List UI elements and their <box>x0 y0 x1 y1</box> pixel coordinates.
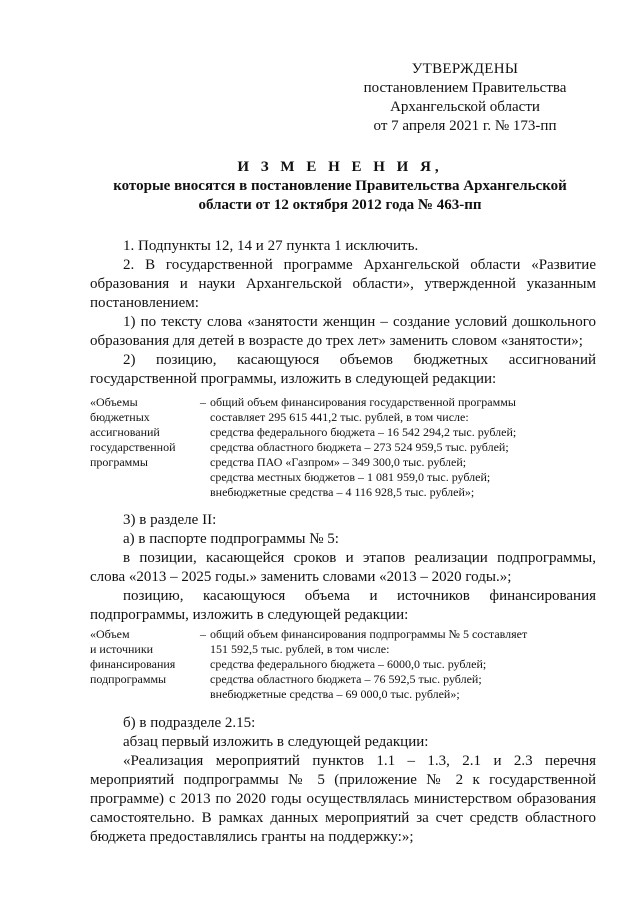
financing-table-label <box>90 627 200 687</box>
paragraph-5: 3) в разделе II: <box>123 512 217 528</box>
label-line: ассигнований <box>90 425 160 439</box>
paragraph-2: 2. В государственной программе Архангельской области «Развитие образования и науки Архангельской области», утвержденной указанным постановлением: <box>90 257 596 311</box>
label-line: бюджетных <box>90 410 150 424</box>
financing-table-values <box>210 627 580 702</box>
value-line: средства местных бюджетов – 1 081 959,0 тыс. рублей; <box>210 470 491 484</box>
paragraph-8: позицию, касающуюся объема и источников финансирования подпрограммы, изложить в следующей редакции: <box>90 588 596 623</box>
value-line: общий объем финансирования подпрограммы № 5 составляет <box>210 627 528 641</box>
heading-title: И З М Е Н Е Н И Я, <box>237 159 443 175</box>
table-dash: – <box>200 627 206 641</box>
approval-title: УТВЕРЖДЕНЫ <box>411 61 519 77</box>
label-line: государственной <box>90 440 176 454</box>
paragraph-6: а) в паспорте подпрограммы № 5: <box>123 531 339 547</box>
value-line: составляет 295 615 441,2 тыс. рублей, в том числе: <box>210 410 469 424</box>
label-line: «Объемы <box>90 395 138 409</box>
heading-line-1: которые вносятся в постановление Правительства Архангельской <box>113 178 567 194</box>
value-line: средства федерального бюджета – 16 542 294,2 тыс. рублей; <box>210 425 517 439</box>
paragraph-3: 1) по тексту слова «занятости женщин – создание условий дошкольного образования для детей в возрасте до трех лет» заменить словом «занятости»; <box>90 314 596 349</box>
value-line: средства федерального бюджета – 6000,0 тыс. рублей; <box>210 657 487 671</box>
value-line: средства областного бюджета – 273 524 959,5 тыс. рублей; <box>210 440 509 454</box>
value-line: общий объем финансирования государственной программы <box>210 395 516 409</box>
label-line: и источники <box>90 642 154 656</box>
label-line: финансирования <box>90 657 176 671</box>
approval-line-1: постановлением Правительства <box>363 80 567 96</box>
label-line: программы <box>90 455 148 469</box>
paragraph-10: абзац первый изложить в следующей редакции: <box>123 734 429 750</box>
body-section-3 <box>90 714 596 847</box>
approval-block <box>360 60 570 136</box>
paragraph-11: «Реализация мероприятий пунктов 1.1 – 1.3, 2.1 и 2.3 перечня мероприятий подпрограммы № 5 (приложение № 2 к государственной программе) с 2013 по 2020 годы осуществлялась министерством образования самостоятельно. В рамках данных мероприятий за счет средств областного бюджета предоставлялись гранты на поддержку:»; <box>90 753 596 845</box>
document-heading <box>60 158 620 215</box>
value-line: внебюджетные средства – 69 000,0 тыс. рублей»; <box>210 687 460 701</box>
value-line: средства областного бюджета – 76 592,5 тыс. рублей; <box>210 672 482 686</box>
value-line: 151 592,5 тыс. рублей, в том числе: <box>210 642 390 656</box>
value-line: средства ПАО «Газпром» – 349 300,0 тыс. рублей; <box>210 455 467 469</box>
table-dash: – <box>200 395 206 409</box>
budget-table-values <box>210 395 580 500</box>
paragraph-9: б) в подразделе 2.15: <box>123 715 256 731</box>
body-section-2 <box>90 511 596 625</box>
budget-table-label <box>90 395 200 470</box>
heading-line-2: области от 12 октября 2012 года № 463-пп <box>198 197 482 213</box>
approval-line-3: от 7 апреля 2021 г. № 173-пп <box>373 118 557 134</box>
approval-line-2: Архангельской области <box>390 99 540 115</box>
paragraph-7: в позиции, касающейся сроков и этапов реализации подпрограммы, слова «2013 – 2025 годы.» заменить словами «2013 – 2020 годы.»; <box>90 550 596 585</box>
body-section-1 <box>90 237 596 389</box>
label-line: «Объем <box>90 627 130 641</box>
paragraph-4: 2) позицию, касающуюся объемов бюджетных ассигнований государственной программы, изложить в следующей редакции: <box>90 352 596 387</box>
paragraph-1: 1. Подпункты 12, 14 и 27 пункта 1 исключить. <box>123 238 419 254</box>
label-line: подпрограммы <box>90 672 167 686</box>
value-line: внебюджетные средства – 4 116 928,5 тыс. рублей»; <box>210 485 475 499</box>
